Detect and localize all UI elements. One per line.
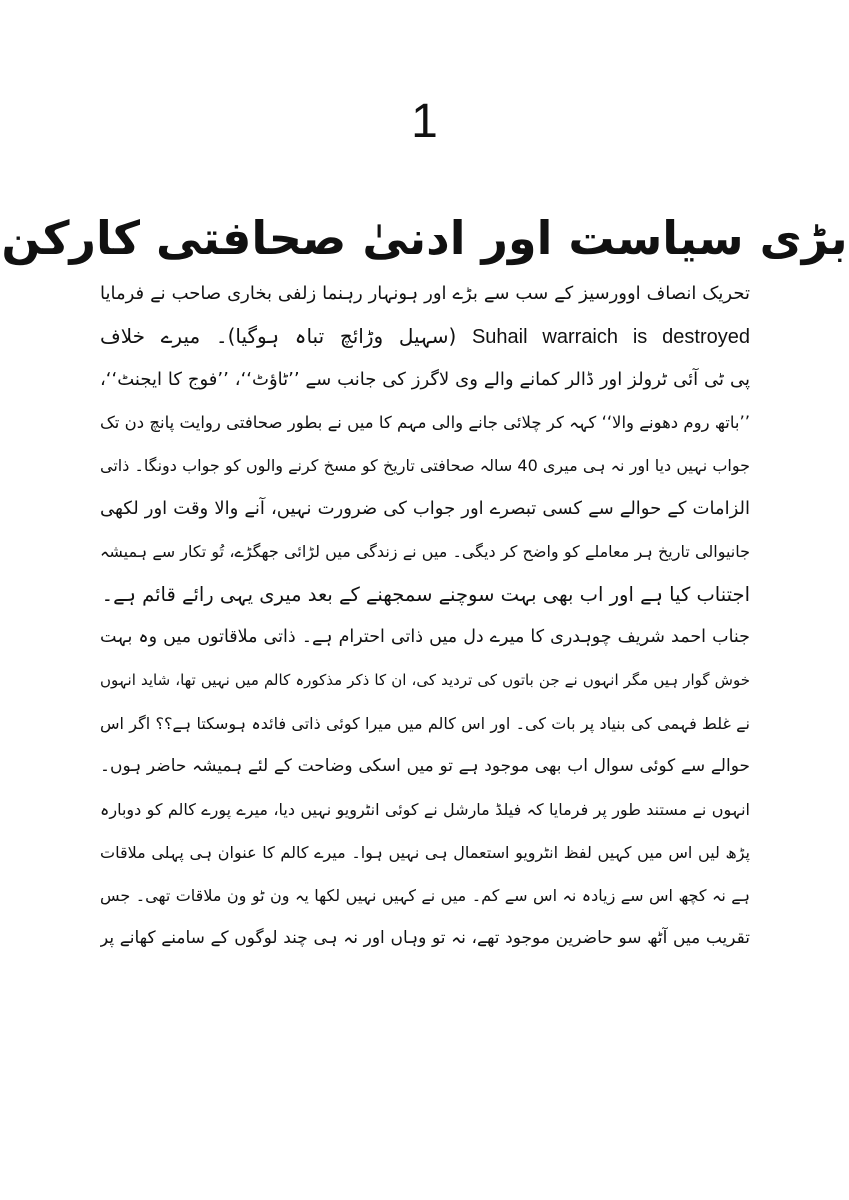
body-line: جانیوالی تاریخ ہر معاملے کو واضح کر دیگی۔ میں نے زندگی میں لڑائی جھگڑے، تُو تکار سے ہمیشہ (100, 542, 750, 561)
article-title: بڑی سیاست اور ادنیٰ صحافتی کارکن (1, 211, 848, 265)
body-line: ’’باتھ روم دھونے والا‘‘ کہہ کر چلائی جانے والی مہم کا میں نے بطور صحافتی روایت پانچ دن تک (100, 413, 750, 432)
body-line: تقریب میں آٹھ سو حاضرین موجود تھے، نہ تو وہاں اور نہ ہی چند لوگوں کے سامنے کھانے پر (100, 928, 750, 948)
body-line: نے غلط فہمی کی بنیاد پر بات کی۔ اور اس کالم میں میرا کوئی ذاتی فائدہ ہوسکتا ہے؟؟ اگر اس (100, 714, 750, 733)
body-line: پی ٹی آئی ٹرولز اور ڈالر کمانے والے وی لاگرز کی جانب سے ’’ٹاؤٹ‘‘، ’’فوج کا ایجنٹ‘‘، (100, 369, 750, 390)
body-line: الزامات کے حوالے سے کسی تبصرے اور جواب کی ضرورت نہیں، آنے والا وقت اور لکھی (100, 498, 750, 519)
body-line: پڑھ لیں اس میں کہیں لفظ انٹرویو استعمال ہی نہیں ہوا۔ میرے کالم کا عنوان ہی پہلی ملاقات (100, 843, 750, 862)
body-line: ہے نہ کچھ اس سے زیادہ نہ اس سے کم۔ میں نے کہیں نہیں لکھا یہ ون ٹو ون ملاقات تھی۔ جس (100, 886, 750, 905)
body-line (100, 315, 750, 358)
body-line: تحریک انصاف اوورسیز کے سب سے بڑے اور ہونہار رہنما زلفی بخاری صاحب نے فرمایا (100, 283, 750, 304)
page-number: 1 (411, 95, 438, 148)
english-quote: Suhail warraich is destroyed (471, 326, 750, 348)
body-line: جناب احمد شریف چوہدری کا میرے دل میں ذاتی احترام ہے۔ ذاتی ملاقاتوں میں وہ بہت (100, 627, 750, 647)
body-line-text: (سہیل وڑائچ تباہ ہوگیا)۔ میرے خلاف (100, 324, 472, 348)
body-line: حوالے سے کوئی سوال اب بھی موجود ہے تو میں اسکی وضاحت کے لئے ہمیشہ حاضر ہوں۔ (100, 756, 750, 776)
body-line: خوش گوار ہیں مگر انہوں نے جن باتوں کی تردید کی، ان کا ذکر مذکورہ کالم میں نہیں تھا، شاید انہوں (100, 671, 750, 689)
body-line: انہوں نے مستند طور پر فرمایا کہ فیلڈ مارشل نے کوئی انٹرویو نہیں دیا، میرے پورے کالم کو دوبارہ (100, 800, 750, 819)
article-body (100, 272, 750, 960)
body-line: جواب نہیں دیا اور نہ ہی میری 40 سالہ صحافتی تاریخ کو مسخ کرنے والوں کو جواب دونگا۔ ذاتی (100, 456, 750, 475)
body-line: اجتناب کیا ہے اور اب بھی بہت سوچنے سمجھنے کے بعد میری یہی رائے قائم ہے۔ (101, 583, 750, 606)
